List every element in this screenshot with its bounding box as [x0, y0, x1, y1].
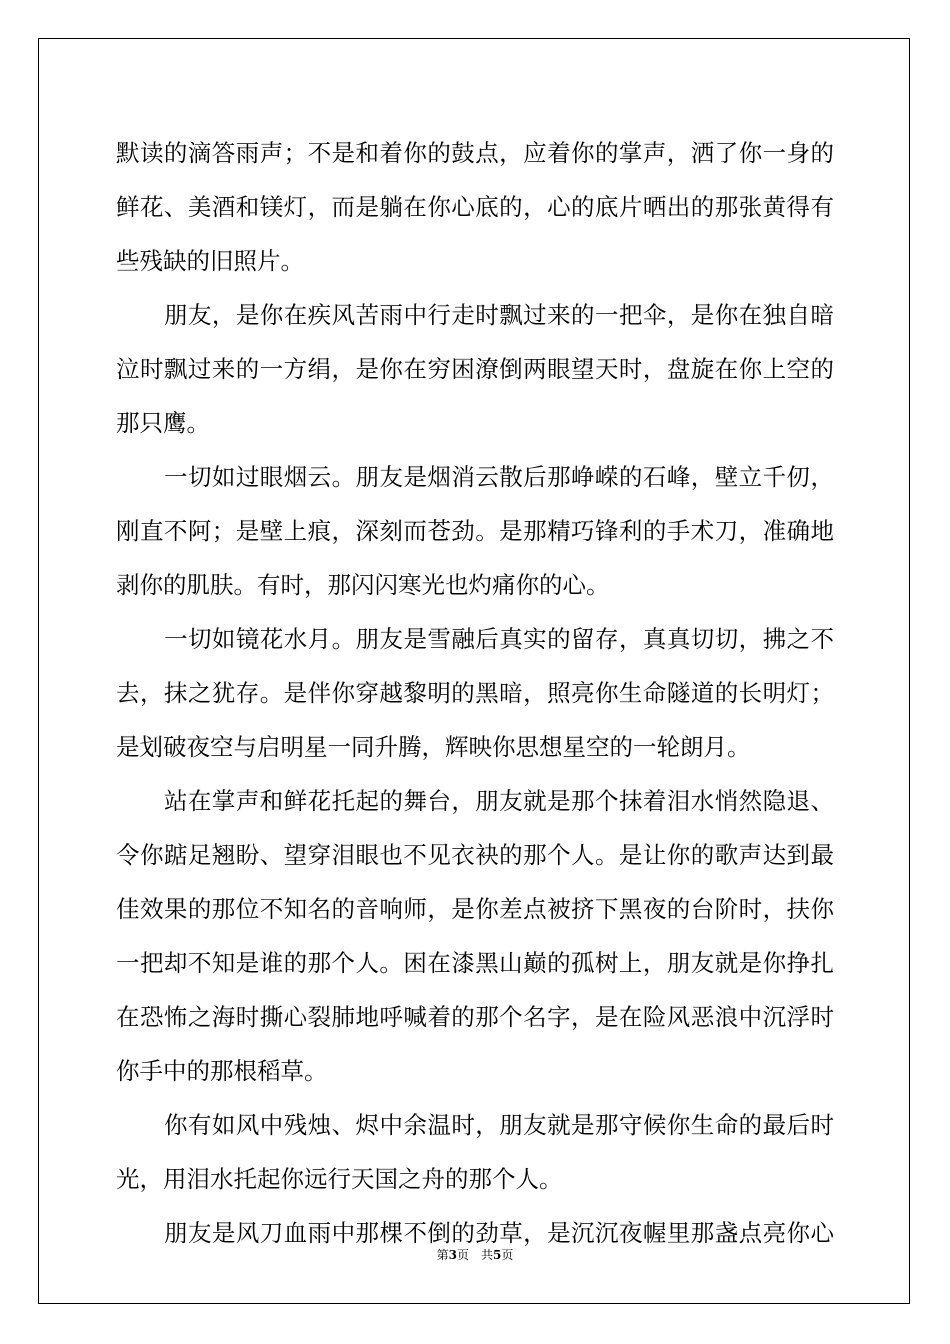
text-line: 剥你的肌肤。有时，那闪闪寒光也灼痛你的心。	[116, 571, 610, 599]
text-line: 那只鹰。	[116, 409, 210, 437]
text-line: 你有如风中残烛、烬中余温时，朋友就是那守候你生命的最后时	[164, 1111, 834, 1139]
text-line: 在恐怖之海时撕心裂肺地呼喊着的那个名字，是在险风恶浪中沉浮时	[116, 1003, 834, 1031]
text-line: 你手中的那根稻草。	[116, 1057, 328, 1085]
body-text	[116, 126, 834, 1260]
text-line: 一切如镜花水月。朋友是雪融后真实的留存，真真切切，拂之不	[164, 625, 834, 653]
text-line: 光，用泪水托起你远行天国之舟的那个人。	[116, 1165, 563, 1193]
text-line: 令你踮足翘盼、望穿泪眼也不见衣袂的那个人。是让你的歌声达到最	[116, 841, 834, 869]
text-line: 是划破夜空与启明星一同升腾，辉映你思想星空的一轮朗月。	[116, 733, 751, 761]
text-line: 一把却不知是谁的那个人。困在漆黑山巅的孤树上，朋友就是你挣扎	[116, 949, 834, 977]
footer-suffix: 页	[501, 1248, 514, 1262]
text-line: 朋友是风刀血雨中那棵不倒的劲草，是沉沉夜幄里那盏点亮你心	[164, 1219, 834, 1247]
text-line: 默读的滴答雨声；不是和着你的鼓点，应着你的掌声，洒了你一身的	[116, 139, 834, 167]
total-pages-number: 5	[493, 1248, 502, 1262]
text-line: 刚直不阿；是壁上痕，深刻而苍劲。是那精巧锋利的手术刀，准确地	[116, 517, 834, 545]
text-line: 站在掌声和鲜花托起的舞台，朋友就是那个抹着泪水悄然隐退、	[164, 787, 834, 815]
page-number-footer	[0, 1247, 950, 1263]
text-line: 些残缺的旧照片。	[116, 247, 304, 275]
text-line: 佳效果的那位不知名的音响师，是你差点被挤下黑夜的台阶时，扶你	[116, 895, 834, 923]
text-line: 去，抹之犹存。是伴你穿越黎明的黑暗，照亮你生命隧道的长明灯；	[116, 679, 834, 707]
text-line: 鲜花、美酒和镁灯，而是躺在你心底的，心的底片晒出的那张黄得有	[116, 193, 834, 221]
text-line: 泣时飘过来的一方绢，是你在穷困潦倒两眼望天时，盘旋在你上空的	[116, 355, 834, 383]
text-line: 一切如过眼烟云。朋友是烟消云散后那峥嵘的石峰，壁立千仞，	[164, 463, 834, 491]
footer-middle: 页 共	[456, 1248, 493, 1262]
text-line: 朋友，是你在疾风苦雨中行走时飘过来的一把伞，是你在独自暗	[164, 301, 834, 329]
current-page-number: 3	[448, 1248, 457, 1262]
footer-prefix: 第	[436, 1248, 449, 1262]
